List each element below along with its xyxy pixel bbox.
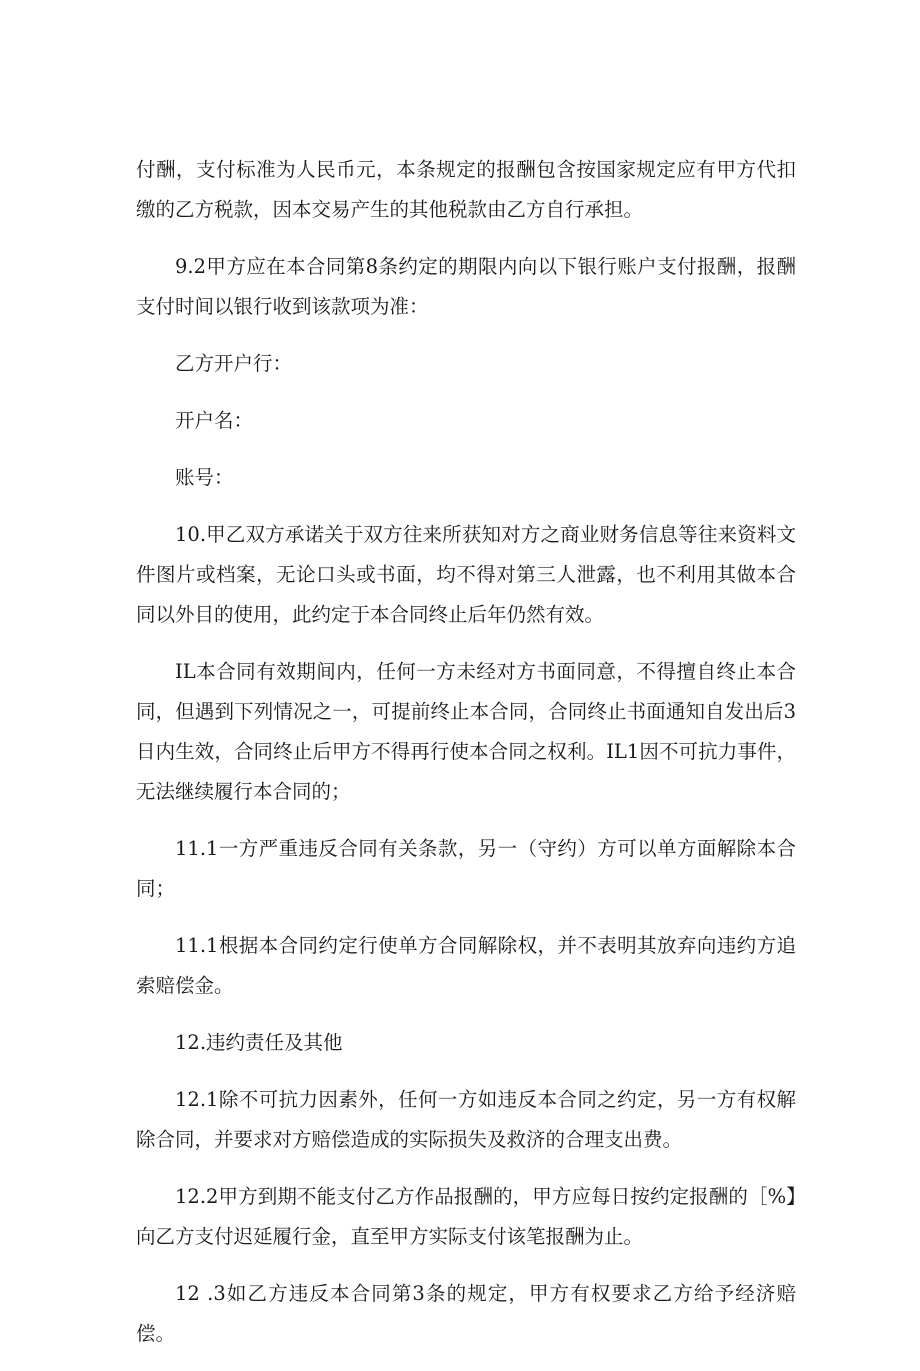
document-body [136,150,796,1371]
paragraph-12-heading: 12.违约责任及其他 [175,1031,343,1054]
paragraph-10: 10.甲乙双方承诺关于双方往来所获知对方之商业财务信息等往来资料文件图片或档案，无论口头或书面，均不得对第三人泄露，也不利用其做本合同以外目的使用，此约定于本合同终止后年仍然有效。 [136,523,796,626]
paragraph-9-2: 9.2甲方应在本合同第8条约定的期限内向以下银行账户支付报酬，报酬支付时间以银行收到该款项为准： [136,255,796,318]
paragraph-11-1-b: 11.1根据本合同约定行使单方合同解除权，并不表明其放弃向违约方追索赔偿金。 [136,934,796,997]
paragraph-account-name: 开户名： [175,409,254,432]
paragraph-bank: 乙方开户行： [175,352,293,375]
paragraph-12-2: 12.2甲方到期不能支付乙方作品报酬的，甲方应每日按约定报酬的［%】向乙方支付迟延履行金，直至甲方实际支付该笔报酬为止。 [136,1185,796,1248]
paragraph-12-3: 12 .3如乙方违反本合同第3条的规定，甲方有权要求乙方给予经济赔偿。 [136,1282,796,1345]
paragraph-12-1: 12.1除不可抗力因素外，任何一方如违反本合同之约定，另一方有权解除合同，并要求对方赔偿造成的实际损失及救济的合理支出费。 [136,1088,796,1151]
paragraph-11: IL本合同有效期间内，任何一方未经对方书面同意，不得擅自终止本合同，但遇到下列情况之一，可提前终止本合同，合同终止书面通知自发出后3日内生效，合同终止后甲方不得再行使本合同之权利。IL1因不可抗力事件，无法继续履行本合同的； [136,660,796,803]
paragraph-11-1-a: 11.1一方严重违反合同有关条款，另一（守约）方可以单方面解除本合同； [136,837,796,900]
paragraph-payment-standard: 付酬，支付标准为人民币元，本条规定的报酬包含按国家规定应有甲方代扣缴的乙方税款，因本交易产生的其他税款由乙方自行承担。 [136,158,796,221]
paragraph-account-number: 账号： [175,466,234,489]
